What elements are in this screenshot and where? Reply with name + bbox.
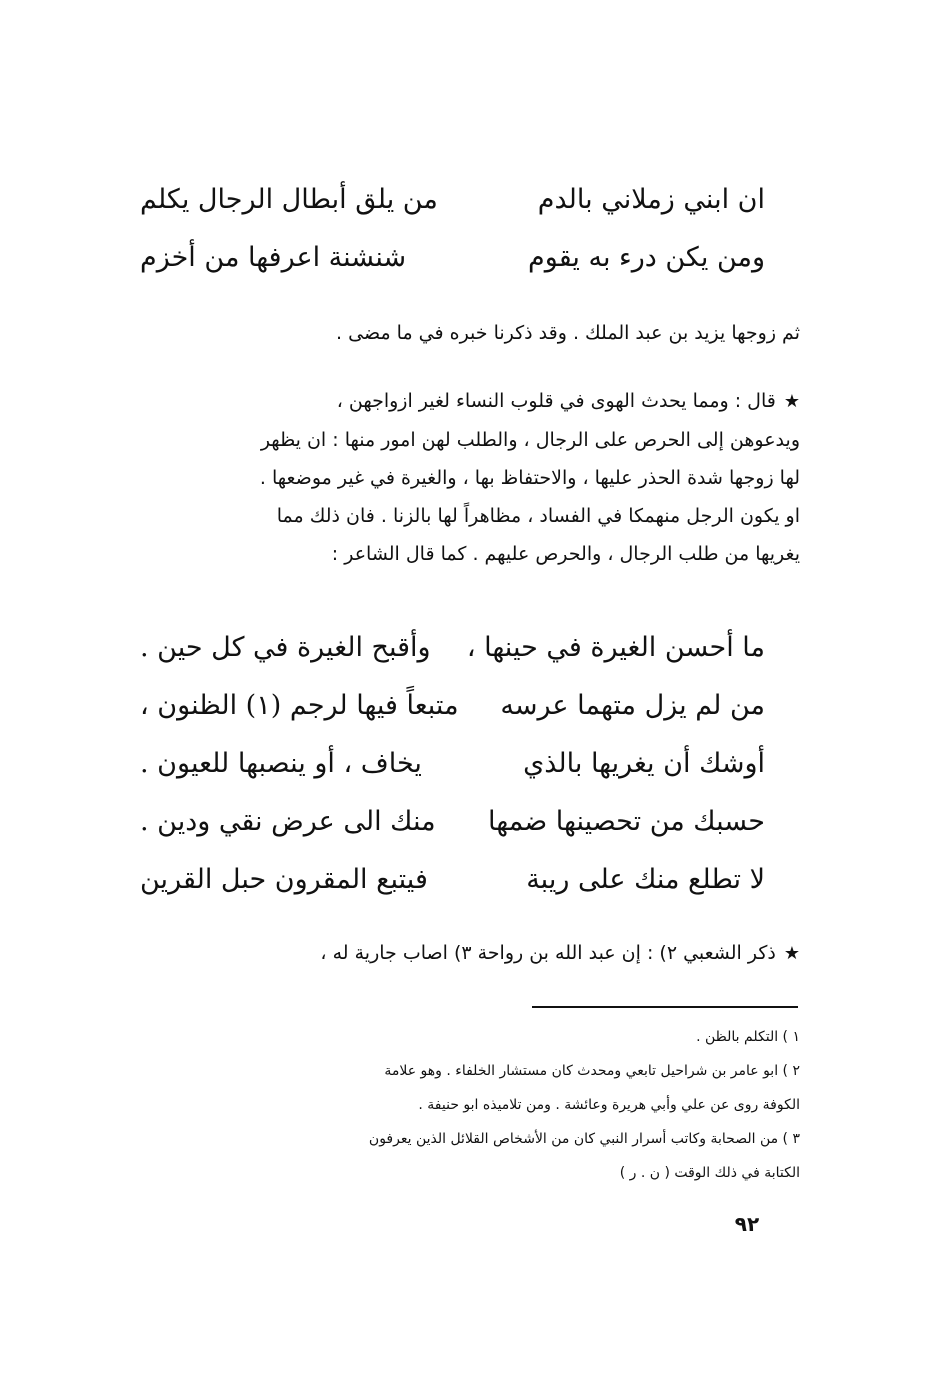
verse-first-hemistich: ومن يكن درء به يقوم bbox=[528, 241, 765, 273]
verse-second-hemistich: شنشنة اعرفها من أخزم bbox=[140, 241, 407, 273]
footnote-line: ٢ ) ابو عامر بن شراحيل تابعي ومحدث كان مستشار الخلفاء . وهو علامة bbox=[384, 1063, 800, 1079]
paragraph-line: لها زوجها شدة الحذر عليها ، والاحتفاظ بها ، والغيرة في غير موضعها . bbox=[259, 467, 800, 489]
verse-first-hemistich: أوشك أن يغريها بالذي bbox=[523, 747, 765, 779]
footnotes bbox=[128, 1020, 800, 1190]
poem-verse bbox=[120, 850, 820, 908]
poem-verse bbox=[120, 734, 820, 792]
prose-line-text: ذكر الشعبي ٢) : إن عبد الله بن رواحة ٣) اصاب جارية له ، bbox=[320, 942, 776, 964]
star-marker: ★ bbox=[783, 391, 800, 412]
top-poem bbox=[120, 170, 820, 286]
footnote-line: الكوفة روى عن علي وأبي هريرة وعائشة . ومن تلاميذه ابو حنيفة . bbox=[418, 1097, 800, 1113]
footnote-line: ٣ ) من الصحابة وكاتب أسرار النبي كان من الأشخاص القلائل الذين يعرفون bbox=[368, 1131, 800, 1147]
verse-second-hemistich: فيتبع المقرون حبل القرين bbox=[140, 863, 428, 895]
verse-first-hemistich: حسبك من تحصينها ضمها bbox=[488, 805, 765, 837]
prose-line: ثم زوجها يزيد بن عبد الملك . وقد ذكرنا خبره في ما مضى . bbox=[336, 322, 800, 344]
paragraph-line: ويدعوهن إلى الحرص على الرجال ، والطلب لهن امور منها : ان يظهر bbox=[260, 429, 800, 451]
poem-verse bbox=[120, 170, 820, 228]
footnote-divider bbox=[532, 1006, 798, 1008]
main-paragraph bbox=[128, 382, 800, 573]
second-poem bbox=[120, 618, 820, 908]
verse-second-hemistich: من يلق أبطال الرجال يكلم bbox=[140, 183, 438, 215]
verse-second-hemistich: منك الى عرض نقي ودين . bbox=[140, 805, 436, 837]
poem-verse bbox=[120, 618, 820, 676]
paragraph-line-text: قال : ومما يحدث الهوى في قلوب النساء لغير ازواجهن ، bbox=[336, 390, 776, 412]
footnote-line: الكتابة في ذلك الوقت ( ن . ر ) bbox=[619, 1165, 800, 1181]
paragraph-line: او يكون الرجل منهمكا في الفساد ، مظاهراً لها بالزنا . فان ذلك مما bbox=[276, 505, 800, 527]
paragraph-line bbox=[128, 382, 800, 421]
verse-first-hemistich: لا تطلع منك على ريبة bbox=[526, 863, 765, 895]
verse-second-hemistich: يخاف ، أو ينصبها للعيون . bbox=[140, 747, 422, 779]
poem-verse bbox=[120, 792, 820, 850]
verse-second-hemistich: متبعاً فيها لرجم (١) الظنون ، bbox=[140, 689, 459, 721]
paragraph-line: يغريها من طلب الرجال ، والحرص عليهم . كما قال الشاعر : bbox=[331, 543, 800, 565]
star-marker: ★ bbox=[783, 943, 800, 964]
poem-verse bbox=[120, 228, 820, 286]
prose-line bbox=[128, 942, 800, 964]
verse-first-hemistich: من لم يزل متهما عرسه bbox=[500, 689, 765, 721]
poem-verse bbox=[120, 676, 820, 734]
footnote-line: ١ ) التكلم بالظن . bbox=[696, 1029, 800, 1045]
page-number: ٩٢ bbox=[734, 1212, 760, 1236]
verse-first-hemistich: ما أحسن الغيرة في حينها ، bbox=[466, 631, 765, 663]
verse-second-hemistich: وأقبح الغيرة في كل حين . bbox=[140, 631, 431, 663]
verse-first-hemistich: ان ابني زملاني بالدم bbox=[537, 183, 765, 215]
